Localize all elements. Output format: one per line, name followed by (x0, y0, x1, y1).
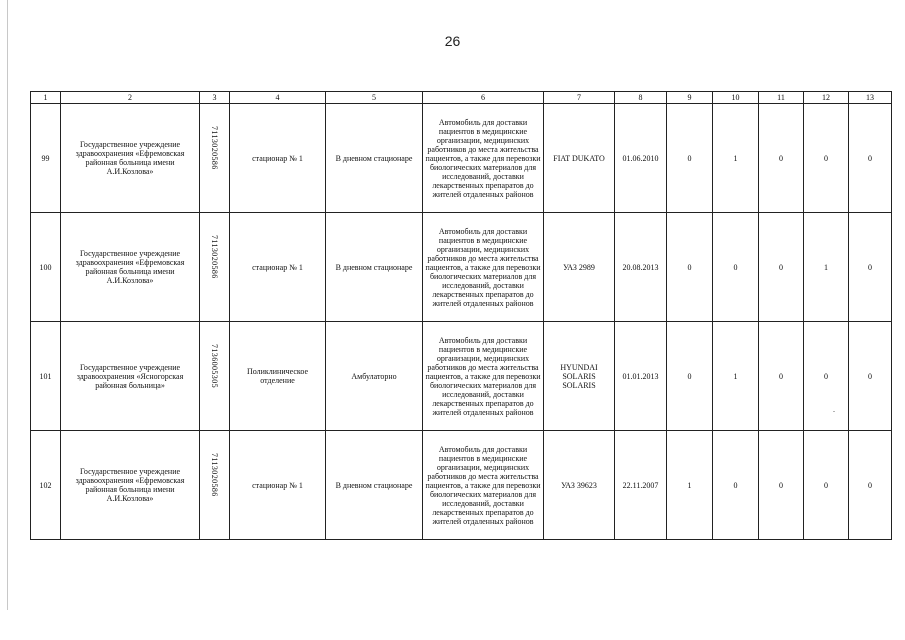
value-col-11: 0 (759, 322, 804, 431)
row-number: 101 (31, 322, 61, 431)
unit-name: стационар № 1 (230, 104, 326, 213)
page-number: 26 (444, 33, 461, 49)
value-col-10: 0 (713, 213, 759, 322)
registration-date: 01.01.2013 (615, 322, 667, 431)
organization-name: Государственное учреждение здравоохранения «Ефремовская районная больница имени А.И.Козлова» (61, 213, 200, 322)
inn-code: 7136005305 (210, 344, 219, 388)
organization-name: Государственное учреждение здравоохранения «Ефремовская районная больница имени А.И.Козлова» (61, 431, 200, 540)
value-col-12: 0 (804, 322, 849, 431)
stray-mark: . (833, 405, 835, 414)
value-col-12: 0 (804, 104, 849, 213)
header-cell: 2 (61, 92, 200, 104)
value-col-13: 0 (849, 213, 892, 322)
vehicle-model: УАЗ 39623 (544, 431, 615, 540)
table-row (31, 322, 892, 431)
header-row (31, 92, 892, 104)
unit-name: Поликлиническое отделение (230, 322, 326, 431)
header-cell: 10 (713, 92, 759, 104)
vehicle-model: HYUNDAI SOLARIS SOLARIS (544, 322, 615, 431)
value-col-9: 0 (667, 104, 713, 213)
value-col-10: 0 (713, 431, 759, 540)
row-number: 102 (31, 431, 61, 540)
header-cell: 3 (200, 92, 230, 104)
inn-cell (200, 213, 230, 322)
value-col-10: 1 (713, 104, 759, 213)
header-cell: 13 (849, 92, 892, 104)
table-row (31, 104, 892, 213)
inn-cell (200, 104, 230, 213)
inn-cell (200, 322, 230, 431)
inn-code: 7113020586 (210, 126, 219, 170)
value-col-11: 0 (759, 104, 804, 213)
registration-date: 01.06.2010 (615, 104, 667, 213)
value-col-10: 1 (713, 322, 759, 431)
value-col-11: 0 (759, 431, 804, 540)
department-mode: В дневном стационаре (326, 431, 423, 540)
value-col-9: 0 (667, 213, 713, 322)
table-row (31, 213, 892, 322)
header-cell: 12 (804, 92, 849, 104)
value-col-11: 0 (759, 213, 804, 322)
vehicle-purpose: Автомобиль для доставки пациентов в медицинские организации, медицинских работников до места жительства пациентов, а также для перевозки биологических материалов для исследований, доставки лекарственных препаратов до жителей отдаленных районов (423, 213, 544, 322)
department-mode: В дневном стационаре (326, 104, 423, 213)
registration-date: 20.08.2013 (615, 213, 667, 322)
value-col-12: 0 (804, 431, 849, 540)
header-cell: 7 (544, 92, 615, 104)
header-cell: 5 (326, 92, 423, 104)
unit-name: стационар № 1 (230, 213, 326, 322)
header-cell: 8 (615, 92, 667, 104)
header-cell: 4 (230, 92, 326, 104)
value-col-9: 0 (667, 322, 713, 431)
header-cell: 6 (423, 92, 544, 104)
vehicle-model: УАЗ 2989 (544, 213, 615, 322)
vehicle-purpose: Автомобиль для доставки пациентов в медицинские организации, медицинских работников до места жительства пациентов, а также для перевозки биологических материалов для исследований, доставки лекарственных препаратов до жителей отдаленных районов (423, 431, 544, 540)
value-col-13: 0 (849, 322, 892, 431)
department-mode: В дневном стационаре (326, 213, 423, 322)
table-row (31, 431, 892, 540)
registration-date: 22.11.2007 (615, 431, 667, 540)
header-cell: 1 (31, 92, 61, 104)
vehicle-table (30, 91, 892, 540)
value-col-13: 0 (849, 104, 892, 213)
vehicle-purpose: Автомобиль для доставки пациентов в медицинские организации, медицинских работников до места жительства пациентов, а также для перевозки биологических материалов для исследований, доставки лекарственных препаратов до жителей отдаленных районов (423, 322, 544, 431)
unit-name: стационар № 1 (230, 431, 326, 540)
inn-cell (200, 431, 230, 540)
inn-code: 7113020586 (210, 235, 219, 279)
page-left-edge-line (7, 0, 8, 610)
value-col-9: 1 (667, 431, 713, 540)
organization-name: Государственное учреждение здравоохранения «Ефремовская районная больница имени А.И.Козлова» (61, 104, 200, 213)
organization-name: Государственное учреждение здравоохранения «Ясногорская районная больница» (61, 322, 200, 431)
value-col-13: 0 (849, 431, 892, 540)
department-mode: Амбулаторно (326, 322, 423, 431)
header-cell: 11 (759, 92, 804, 104)
row-number: 99 (31, 104, 61, 213)
vehicle-model: FIAT DUKATO (544, 104, 615, 213)
row-number: 100 (31, 213, 61, 322)
inn-code: 7113020586 (210, 453, 219, 497)
value-col-12: 1 (804, 213, 849, 322)
header-cell: 9 (667, 92, 713, 104)
vehicle-purpose: Автомобиль для доставки пациентов в медицинские организации, медицинских работников до места жительства пациентов, а также для перевозки биологических материалов для исследований, доставки лекарственных препаратов до жителей отдаленных районов (423, 104, 544, 213)
